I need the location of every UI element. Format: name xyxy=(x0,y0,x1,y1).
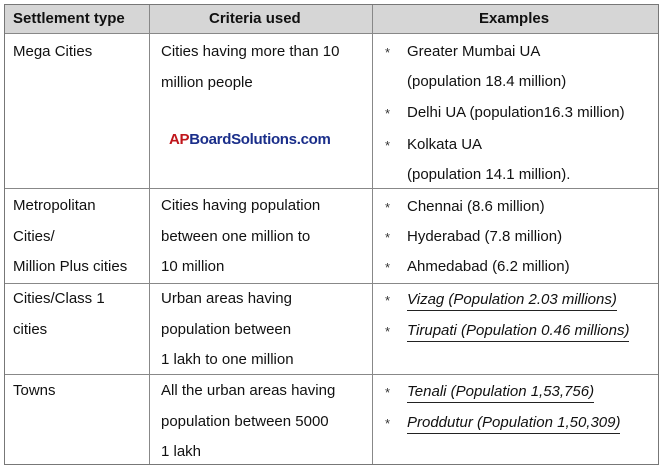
type-line: Metropolitan xyxy=(13,197,96,214)
criteria-line: million people xyxy=(161,73,253,91)
row-mega-type xyxy=(13,37,92,68)
example-text: Proddutur (Population 1,50,309) xyxy=(407,414,620,434)
row-divider xyxy=(5,374,658,375)
example-text: Tirupati (Population 0.46 millions) xyxy=(407,322,629,342)
watermark-prefix: AP xyxy=(169,131,190,148)
row-metro-criteria xyxy=(161,191,320,283)
watermark-logo xyxy=(169,131,331,148)
bullet-star: * xyxy=(385,293,391,308)
bullet-star: * xyxy=(385,324,391,339)
example-text: Chennai (8.6 million) xyxy=(407,198,545,215)
example-text: Ahmedabad (6.2 million) xyxy=(407,258,570,275)
criteria-line: Urban areas having xyxy=(161,290,292,307)
criteria-line: All the urban areas having xyxy=(161,382,336,399)
row-metro-type xyxy=(13,191,127,283)
example-text: Delhi UA (population16.3 million) xyxy=(407,104,625,121)
bullet-star: * xyxy=(385,230,391,245)
header-settlement-type: Settlement type xyxy=(13,10,125,27)
example-text: Tenali (Population 1,53,756) xyxy=(407,383,594,403)
criteria-line: 1 lakh to one million xyxy=(161,351,294,368)
type-line: Towns xyxy=(13,382,56,399)
example-text: Greater Mumbai UA xyxy=(407,43,541,60)
watermark-rest: BoardSolutions.com xyxy=(189,131,331,148)
example-text: (population 18.4 million) xyxy=(407,73,567,90)
criteria-line: population between xyxy=(161,320,292,338)
bullet-star: * xyxy=(385,260,391,275)
column-divider xyxy=(372,5,373,464)
row-divider xyxy=(5,33,658,34)
bullet-star: * xyxy=(385,45,391,60)
row-towns-type xyxy=(13,376,56,407)
criteria-line: population between 5000 xyxy=(161,412,329,430)
settlement-table xyxy=(4,4,659,465)
type-line: cities xyxy=(13,320,48,338)
row-divider xyxy=(5,188,658,189)
header-criteria-used: Criteria used xyxy=(209,10,301,27)
row-mega-criteria xyxy=(161,37,339,98)
criteria-line: 1 lakh xyxy=(161,443,202,460)
example-text: Vizag (Population 2.03 millions) xyxy=(407,291,617,311)
column-divider xyxy=(149,5,150,464)
criteria-line: 10 million xyxy=(161,258,225,275)
type-line: Cities/ xyxy=(13,227,55,245)
row-class1-type xyxy=(13,284,105,345)
example-text: (population 14.1 million). xyxy=(407,166,571,183)
example-text: Hyderabad (7.8 million) xyxy=(407,228,563,245)
row-towns-criteria xyxy=(161,376,335,468)
bullet-star: * xyxy=(385,385,391,400)
example-text: Kolkata UA xyxy=(407,136,483,153)
type-line: Cities/Class 1 xyxy=(13,290,105,307)
header-examples: Examples xyxy=(479,10,550,27)
criteria-line: between one million to xyxy=(161,227,311,245)
row-class1-criteria xyxy=(161,284,294,376)
bullet-star: * xyxy=(385,106,391,121)
bullet-star: * xyxy=(385,416,391,431)
type-line: Mega Cities xyxy=(13,43,93,60)
bullet-star: * xyxy=(385,138,391,153)
bullet-star: * xyxy=(385,200,391,215)
criteria-line: Cities having population xyxy=(161,197,321,214)
type-line: Million Plus cities xyxy=(13,258,128,275)
criteria-line: Cities having more than 10 xyxy=(161,43,340,60)
